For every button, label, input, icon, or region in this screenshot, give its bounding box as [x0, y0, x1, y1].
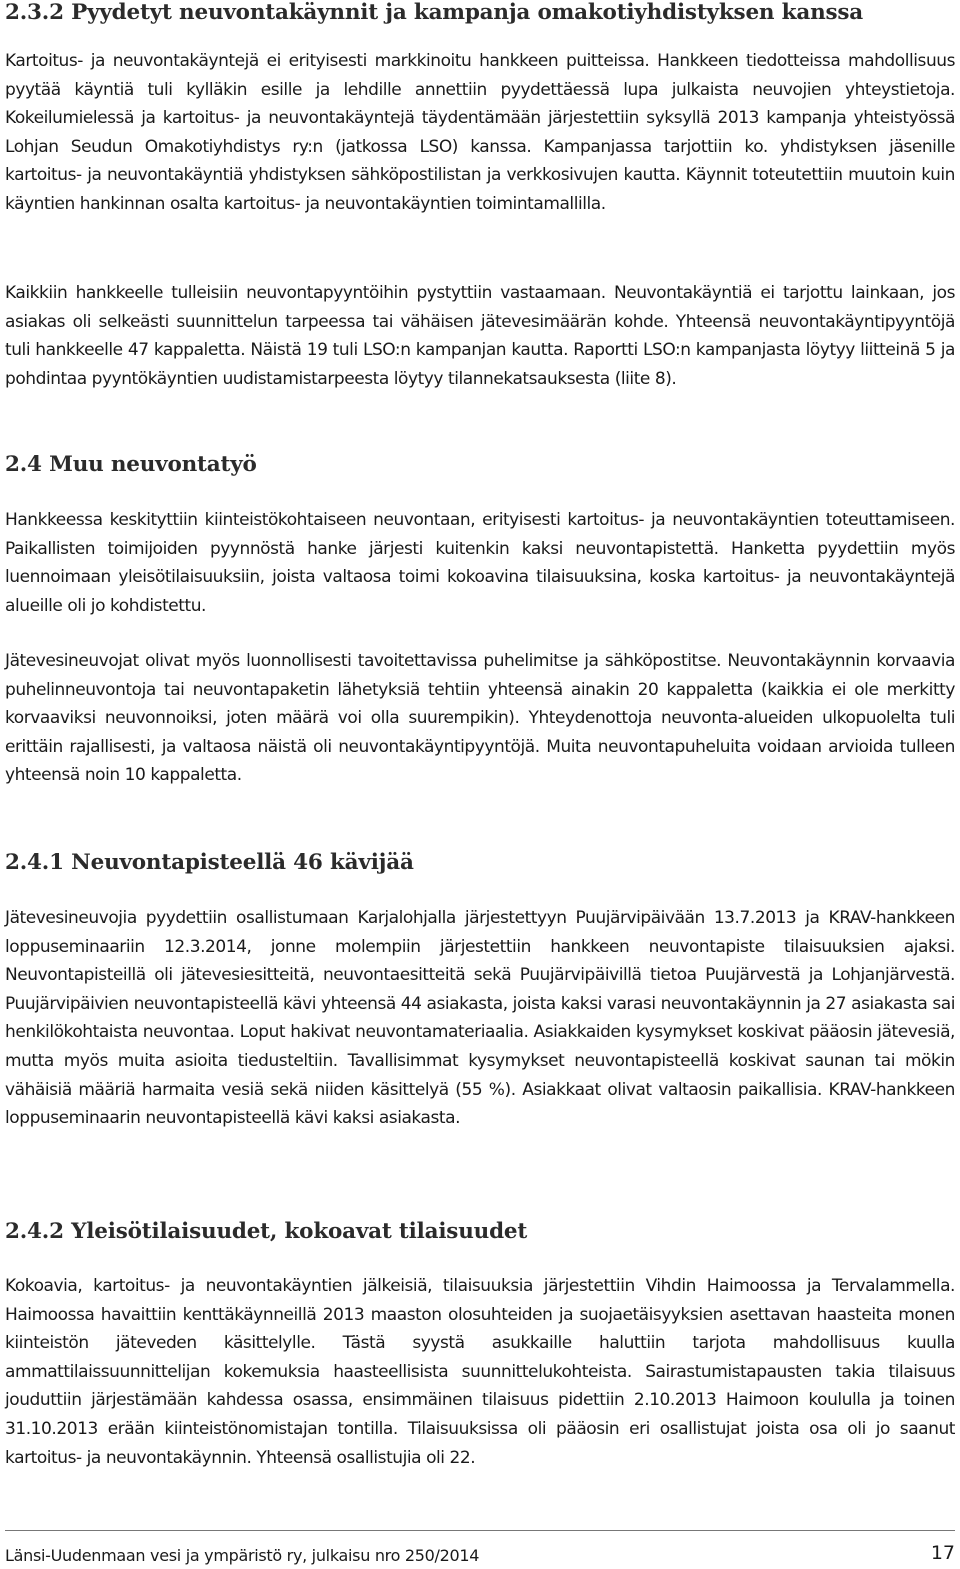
section-heading-2-3-2: 2.3.2 Pyydetyt neuvontakäynnit ja kampanja omakotiyhdistyksen kanssa [5, 0, 864, 25]
footer-divider [5, 1530, 955, 1531]
page-number: 17 [930, 1542, 955, 1564]
footer-publisher: Länsi-Uudenmaan vesi ja ympäristö ry, julkaisu nro 250/2014 [5, 1546, 480, 1565]
paragraph-2-3-2-b: Kaikkiin hankkeelle tulleisiin neuvontapyyntöihin pystyttiin vastaamaan. Neuvontakäyntiä ei tarjottu lainkaan, jos asiakas oli selkeästi suunnittelun tarpeessa tai vähäisen jätevesimäärän kohde. Yhteensä neuvontakäyntipyyntöjä tuli hankkeelle 47 kappaletta. Näistä 19 tuli LSO:n kampanjan kautta. Raportti LSO:n kampanjasta löytyy liitteinä 5 ja pohdintaa pyyntökäyntien uudistamistarpeesta löytyy tilannekatsauksesta (liite 8). [5, 283, 955, 389]
section-heading-2-4-1: 2.4.1 Neuvontapisteellä 46 kävijää [5, 850, 414, 875]
paragraph-2-4-2: Kokoavia, kartoitus- ja neuvontakäyntien jälkeisiä, tilaisuuksia järjestettiin Vihdin Haimoossa ja Tervalammella. Haimoossa havaittiin kenttäkäynneillä 2013 maaston olosuhteiden ja suojaetäisyyksien asettavan haasteita monen kiinteistön jäteveden käsittelylle. Tästä syystä asukkaille haluttiin tarjota mahdollisuus kuulla ammattilaissuunnittelijan kokemuksia haasteellisista suunnittelukohteista. Sairastumistapausten takia tilaisuus jouduttiin järjestämään kahdessa osassa, ensimmäinen tilaisuus pidettiin 2.10.2013 Haimoon koululla ja toinen 31.10.2013 erään kiinteistönomistajan tontilla. Tilaisuuksissa oli pääosin eri osallistujat joista osa oli jo saanut kartoitus- ja neuvontakäynnin. Yhteensä osallistujia oli 22. [5, 1276, 955, 1468]
section-heading-2-4-2: 2.4.2 Yleisötilaisuudet, kokoavat tilaisuudet [5, 1219, 528, 1244]
paragraph-2-4-a: Hankkeessa keskityttiin kiinteistökohtaiseen neuvontaan, erityisesti kartoitus- ja neuvontakäyntien toteuttamiseen. Paikallisten toimijoiden pyynnöstä hanke järjesti kuitenkin kaksi neuvontapistettä. Hanketta pyydettiin myös luennoimaan yleisötilaisuuksiin, joista valtaosa toimi kokoavina tilaisuuksina, koska kartoitus- ja neuvontakäyntejä alueille oli jo kohdistettu. [5, 510, 955, 616]
paragraph-2-3-2-a: Kartoitus- ja neuvontakäyntejä ei erityisesti markkinoitu hankkeen puitteissa. Hankkeen tiedotteissa mahdollisuus pyytää käyntiä tuli kylläkin esille ja lehdille annettiin pyydettäessä lupa julkaista neuvojien yhteystietoja. Kokeilumielessä ja kartoitus- ja neuvontakäyntejä täydentämään järjestettiin syksyllä 2013 kampanja yhteistyössä Lohjan Seudun Omakotiyhdistys ry:n (jatkossa LSO) kanssa. Kampanjassa tarjottiin ko. yhdistyksen jäsenille kartoitus- ja neuvontakäyntiä yhdistyksen sähköpostilistan ja verkkosivujen kautta. Käynnit toteutettiin muutoin kuin käyntien hankinnan osalta kartoitus- ja neuvontakäyntien toimintamallilla. [5, 51, 955, 214]
paragraph-2-4-1: Jätevesineuvojia pyydettiin osallistumaan Karjalohjalla järjestettyyn Puujärvipäivään 13.7.2013 ja KRAV-hankkeen loppuseminaariin 12.3.2014, jonne molempiin järjestettiin hankkeen neuvontapiste tilaisuuksien ajaksi. Neuvontapisteillä oli jätevesiesitteitä, neuvontaesitteitä sekä Puujärvipäivillä tietoa Puujärvestä ja Lohjanjärvestä. Puujärvipäivien neuvontapisteellä kävi yhteensä 44 asiakasta, joista kaksi varasi neuvontakäynnin ja 27 asiakasta sai henkilökohtaista neuvontaa. Loput hakivat neuvontamateriaalia. Asiakkaiden kysymykset koskivat pääosin jätevesiä, mutta myös muita asioita tiedusteltiin. Tavallisimmat kysymykset neuvontapisteellä koskivat saunan tai mökin vähäisiä määriä harmaita vesiä sekä niiden käsittelyä (55 %). Asiakkaat olivat valtaosin paikallisia. KRAV-hankkeen loppuseminaarin neuvontapisteellä kävi kaksi asiakasta. [5, 908, 955, 1129]
paragraph-2-4-b: Jätevesineuvojat olivat myös luonnollisesti tavoitettavissa puhelimitse ja sähköpostitse. Neuvontakäynnin korvaavia puhelinneuvontoja tai neuvontapaketin lähetyksiä tehtiin yhteensä ainakin 20 kappaletta (kaikkia ei ole merkitty korvaaviksi neuvonnoiksi, joten määrä voi olla suurempikin). Yhteydenottoja neuvonta-alueiden ulkopuolelta tuli erittäin rajallisesti, ja valtaosa näistä oli neuvontakäyntipyyntöjä. Muita neuvontapuheluita voidaan arvioida tulleen yhteensä noin 10 kappaletta. [5, 651, 955, 786]
section-heading-2-4: 2.4 Muu neuvontatyö [5, 452, 257, 477]
